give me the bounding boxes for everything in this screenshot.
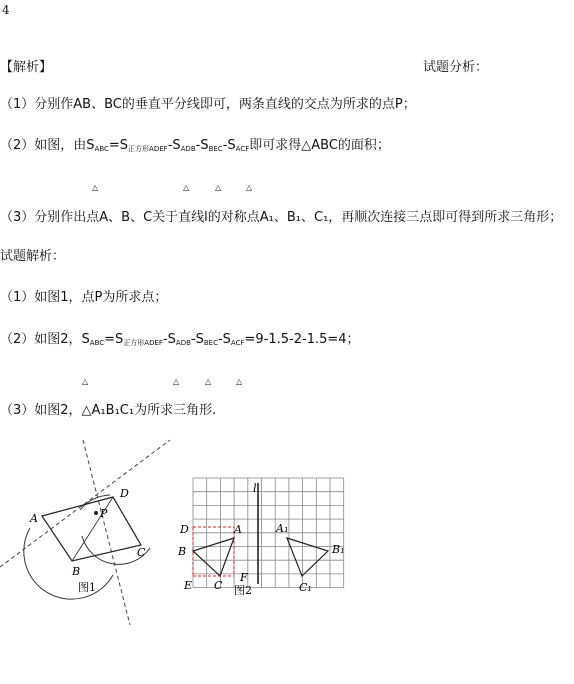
solution-line-1: （1）如图1，点P为所求点； xyxy=(0,290,168,305)
triangle-mark: △ xyxy=(82,377,89,386)
fig1-label-d: D xyxy=(120,487,129,500)
fig1-label-b: B xyxy=(72,565,81,578)
analysis-line-1: （1）分别作AB、BC的垂直平分线即可，两条直线的交点为所求的点P； xyxy=(0,97,416,112)
triangle-mark: △ xyxy=(246,183,253,192)
triangle-mark: △ xyxy=(173,377,180,386)
solution-heading: 试题解析： xyxy=(0,249,66,264)
fig2-label-l: l xyxy=(253,482,257,495)
fig2-label-b1: B₁ xyxy=(332,543,345,556)
top-number: 4 xyxy=(2,3,10,17)
analysis-line-2: （2）如图，由$S_{ABC}=S_{正方形ADEF}-S_{ADB}-S_{BEC}-S_{ACF}$即可求得△ABC的面积； xyxy=(0,138,390,153)
fig1-label-a: A xyxy=(30,512,38,525)
fig1-caption: 图1 xyxy=(78,581,96,594)
fig2-label-f: F xyxy=(240,571,248,584)
fig2-label-c: C xyxy=(214,579,223,592)
triangle-mark: △ xyxy=(205,377,212,386)
analysis-subheading: 试题分析： xyxy=(423,60,489,75)
analysis-line-3: （3）分别作出点A、B、C关于直线l的对称点A₁、B₁、C₁，再顺次连接三点即可得到所求三角形； xyxy=(0,210,563,225)
fig1-label-c: C xyxy=(137,546,146,559)
fig2-label-d: D xyxy=(180,523,189,536)
fig2-label-a1: A₁ xyxy=(276,522,289,535)
fig2-label-b: B xyxy=(178,545,187,558)
triangle-mark: △ xyxy=(92,183,99,192)
fig1-label-p: P xyxy=(100,507,108,520)
solution-line-2: （2）如图2，$S_{ABC}=S_{正方形ADEF}-S_{ADB}-S_{BEC}-S_{ACF}=9-1.5-2-1.5=4$； xyxy=(0,332,360,347)
triangle-mark: △ xyxy=(183,183,190,192)
fig2-label-e: E xyxy=(184,579,193,592)
solution-line-3: （3）如图2，△A₁B₁C₁为所求三角形. xyxy=(0,403,217,418)
figure-1 xyxy=(0,430,180,630)
triangle-mark: △ xyxy=(236,377,243,386)
triangle-mark: △ xyxy=(215,183,222,192)
fig2-label-a: A xyxy=(234,523,242,536)
analysis-heading: 【解析】 xyxy=(0,60,53,75)
fig2-caption: 图2 xyxy=(234,584,252,597)
fig2-label-c1: C₁ xyxy=(299,581,312,594)
figure-2 xyxy=(175,470,365,600)
